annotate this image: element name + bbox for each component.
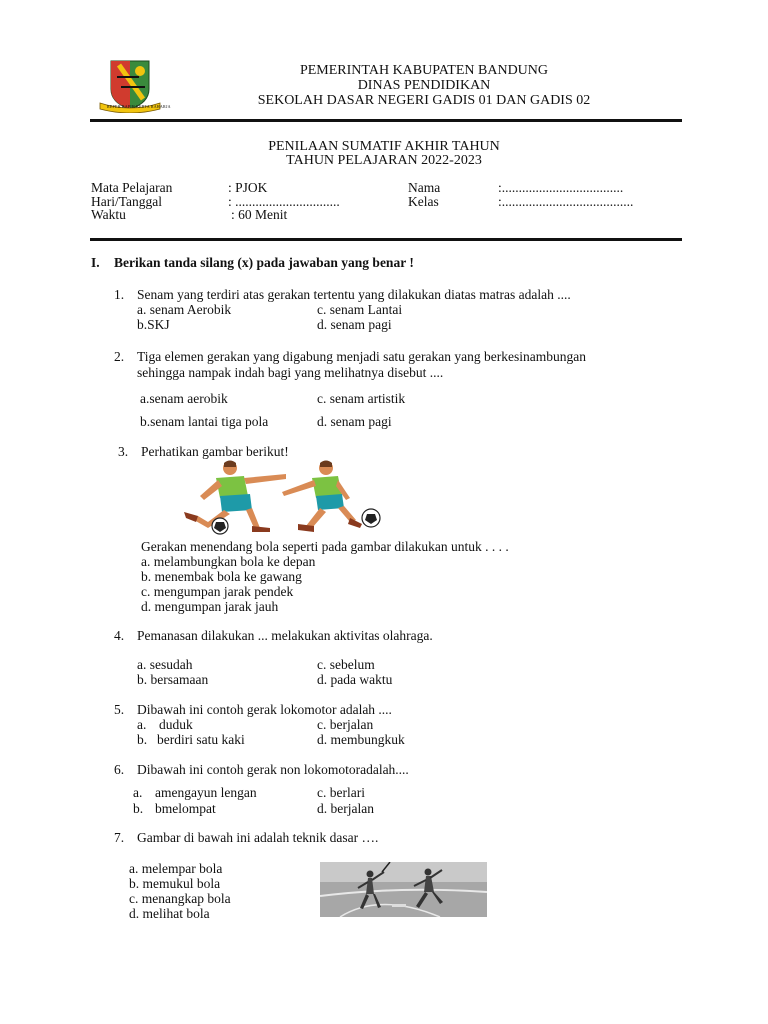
q6-text: Dibawah ini contoh gerak non lokomotoradalah.... bbox=[137, 762, 409, 777]
q1-number: 1. bbox=[114, 287, 125, 302]
header-line-1: PEMERINTAH KABUPATEN BANDUNG bbox=[299, 63, 549, 78]
exam-year: TAHUN PELAJARAN 2022-2023 bbox=[286, 153, 482, 168]
player-2-figure bbox=[282, 461, 362, 533]
q7-option-c[interactable]: c. menangkap bola bbox=[129, 891, 231, 906]
subject-label: Mata Pelajaran bbox=[91, 180, 173, 195]
section-number: I. bbox=[91, 255, 100, 270]
q2-option-b[interactable]: b.senam lantai tiga pola bbox=[140, 414, 269, 429]
class-label: Kelas bbox=[408, 194, 439, 209]
q7-number: 7. bbox=[114, 830, 125, 845]
q7-text: Gambar di bawah ini adalah teknik dasar …. bbox=[137, 830, 379, 845]
q2-option-d[interactable]: d. senam pagi bbox=[317, 414, 392, 429]
baseball-technique-photo bbox=[320, 862, 487, 917]
player-1-figure bbox=[184, 461, 286, 533]
q7-option-b[interactable]: b. memukul bola bbox=[129, 876, 221, 891]
date-label: Hari/Tanggal bbox=[91, 194, 163, 209]
name-field[interactable]: :.................................... bbox=[498, 180, 624, 195]
q5-text: Dibawah ini contoh gerak lokomotor adalah .... bbox=[137, 702, 392, 717]
q2-number: 2. bbox=[114, 349, 125, 364]
q3-option-a[interactable]: a. melambungkan bola ke depan bbox=[141, 554, 316, 569]
logo-ribbon-text: REPEH RAPIH KERTA RAHARJA bbox=[107, 104, 171, 109]
q5-option-a[interactable]: duduk bbox=[159, 717, 193, 732]
q2-option-c[interactable]: c. senam artistik bbox=[317, 391, 406, 406]
subject-value: : PJOK bbox=[228, 180, 268, 195]
q4-text: Pemanasan dilakukan ... melakukan aktivitas olahraga. bbox=[137, 628, 433, 643]
q1-option-d[interactable]: d. senam pagi bbox=[317, 317, 392, 332]
q5-option-b-letter: b. bbox=[137, 732, 148, 747]
q2-text-line-1: Tiga elemen gerakan yang digabung menjadi satu gerakan yang berkesinambungan bbox=[137, 349, 586, 364]
q3-option-c[interactable]: c. mengumpan jarak pendek bbox=[141, 584, 294, 599]
q3-text: Perhatikan gambar berikut! bbox=[141, 444, 289, 459]
q1-option-b[interactable]: b.SKJ bbox=[137, 317, 170, 332]
q6-option-b-letter: b. bbox=[133, 801, 144, 816]
q6-option-c[interactable]: c. berlari bbox=[317, 785, 365, 800]
q5-option-a-letter: a. bbox=[137, 717, 147, 732]
q4-option-d[interactable]: d. pada waktu bbox=[317, 672, 393, 687]
time-label: Waktu bbox=[91, 207, 126, 222]
q6-number: 6. bbox=[114, 762, 125, 777]
q3-number: 3. bbox=[118, 444, 129, 459]
q6-option-a-letter: a. bbox=[133, 785, 143, 800]
q3-prompt: Gerakan menendang bola seperti pada gambar dilakukan untuk . . . . bbox=[141, 539, 509, 554]
q5-option-b[interactable]: berdiri satu kaki bbox=[157, 732, 245, 747]
q1-text: Senam yang terdiri atas gerakan tertentu yang dilakukan diatas matras adalah .... bbox=[137, 287, 571, 302]
info-divider bbox=[90, 238, 682, 241]
q5-option-d[interactable]: d. membungkuk bbox=[317, 732, 405, 747]
q6-option-d[interactable]: d. berjalan bbox=[317, 801, 374, 816]
q6-option-b[interactable]: bmelompat bbox=[155, 801, 216, 816]
header-line-3: SEKOLAH DASAR NEGERI GADIS 01 DAN GADIS 02 bbox=[257, 93, 591, 108]
q3-option-b[interactable]: b. menembak bola ke gawang bbox=[141, 569, 302, 584]
q5-option-c[interactable]: c. berjalan bbox=[317, 717, 374, 732]
class-field[interactable]: :....................................... bbox=[498, 194, 634, 209]
q4-option-a[interactable]: a. sesudah bbox=[137, 657, 193, 672]
time-value: : 60 Menit bbox=[231, 207, 288, 222]
q4-option-b[interactable]: b. bersamaan bbox=[137, 672, 209, 687]
q7-option-d[interactable]: d. melihat bola bbox=[129, 906, 210, 921]
soccer-kick-illustration bbox=[178, 458, 386, 536]
q6-option-a[interactable]: amengayun lengan bbox=[155, 785, 257, 800]
section-instruction: Berikan tanda silang (x) pada jawaban yang benar ! bbox=[114, 255, 414, 270]
q7-option-a[interactable]: a. melempar bola bbox=[129, 861, 223, 876]
header-line-2: DINAS PENDIDIKAN bbox=[357, 78, 491, 93]
date-value: : ............................... bbox=[228, 194, 340, 209]
q1-option-c[interactable]: c. senam Lantai bbox=[317, 302, 403, 317]
q4-option-c[interactable]: c. sebelum bbox=[317, 657, 375, 672]
header-divider bbox=[90, 119, 682, 122]
name-label: Nama bbox=[408, 180, 441, 195]
q2-option-a[interactable]: a.senam aerobik bbox=[140, 391, 228, 406]
exam-title: PENILAAN SUMATIF AKHIR TAHUN bbox=[268, 139, 500, 154]
q1-option-a[interactable]: a. senam Aerobik bbox=[137, 302, 232, 317]
q4-number: 4. bbox=[114, 628, 125, 643]
q5-number: 5. bbox=[114, 702, 125, 717]
q3-option-d[interactable]: d. mengumpan jarak jauh bbox=[141, 599, 279, 614]
q2-text-line-2: sehingga nampak indah bagi yang melihatnya disebut .... bbox=[137, 365, 444, 380]
